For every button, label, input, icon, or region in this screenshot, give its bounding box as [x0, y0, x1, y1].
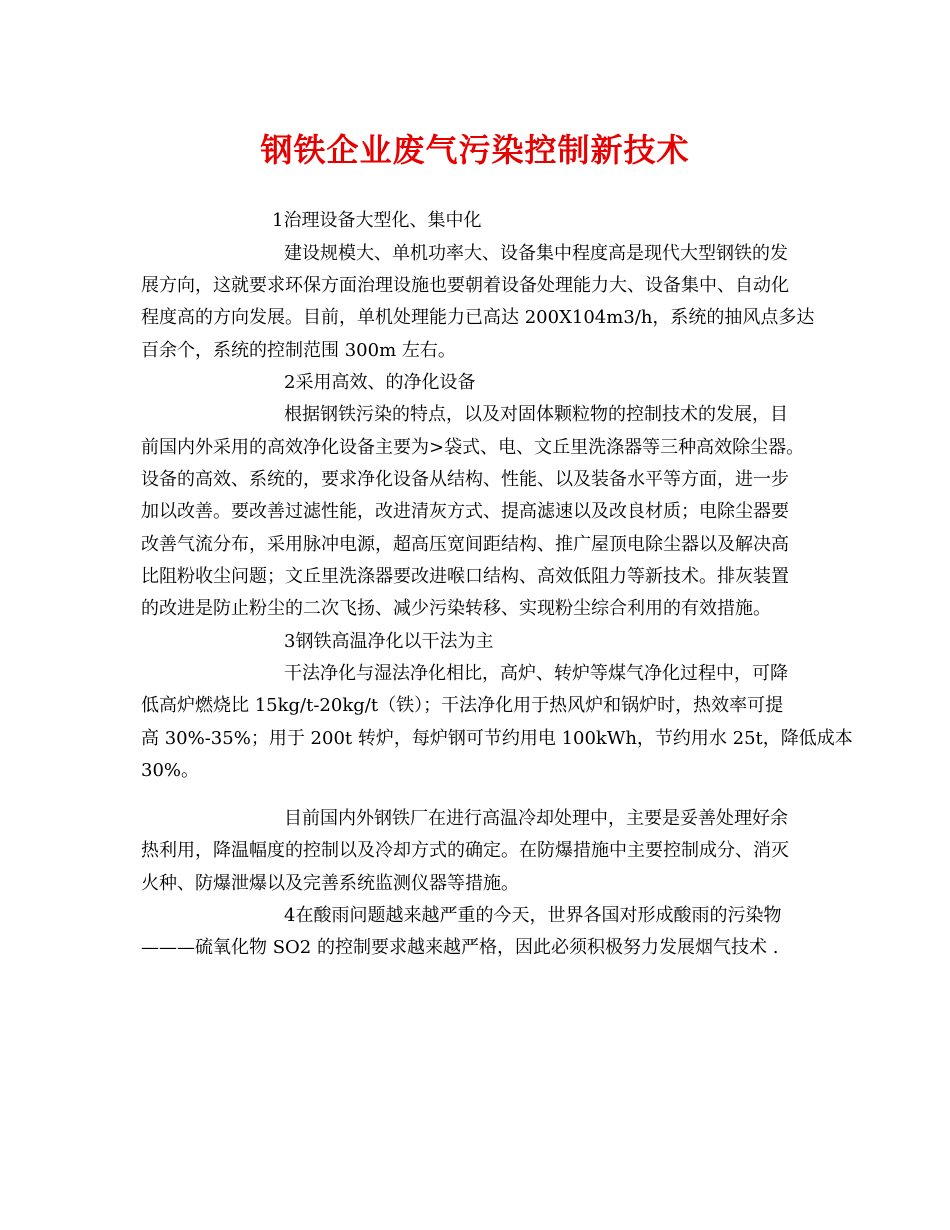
paragraph-line: 高 30%-35%；用于 200t 转炉，每炉钢可节约用电 100kWh，节约用水 25t，降低成本	[141, 728, 853, 749]
paragraph-line: 比阻粉收尘问题；文丘里洗涤器要改进喉口结构、高效低阻力等新技术。排灰装置	[141, 566, 789, 587]
paragraph-line: 设备的高效、系统的，要求净化设备从结构、性能、以及装备水平等方面，进一步	[141, 469, 789, 490]
paragraph-line: 加以改善。要改善过滤性能，改进清灰方式、提高滤速以及改良材质；电除尘器要	[141, 501, 789, 522]
heading-4: 4在酸雨问题越来越严重的今天，世界各国对形成酸雨的污染物	[284, 905, 782, 926]
heading-1: 1治理设备大型化、集中化	[272, 210, 482, 231]
paragraph-line: 展方向，这就要求环保方面治理设施也要朝着设备处理能力大、设备集中、自动化	[141, 275, 789, 296]
paragraph-line: 火种、防爆泄爆以及完善系统监测仪器等措施。	[141, 873, 519, 894]
paragraph-line: 低高炉燃烧比 15kg/t-20kg/t（铁）；干法净化用于热风炉和锅炉时，热效率可提	[141, 695, 784, 716]
paragraph-line: 百余个，系统的控制范围 300m 左右。	[141, 340, 456, 361]
paragraph-line: 干法净化与湿法净化相比，高炉、转炉等煤气净化过程中，可降	[284, 663, 788, 684]
paragraph-line: 30%。	[141, 760, 200, 781]
paragraph-line: 目前国内外钢铁厂在进行高温冷却处理中，主要是妥善处理好余	[284, 808, 788, 829]
heading-3: 3钢铁高温净化以干法为主	[284, 631, 494, 652]
paragraph-line: 前国内外采用的高效净化设备主要为>袋式、电、文丘里洗涤器等三种高效除尘器。	[141, 437, 805, 458]
paragraph-line: 热利用，降温幅度的控制以及冷却方式的确定。在防爆措施中主要控制成分、消灭	[141, 840, 789, 861]
paragraph-line: 改善气流分布，采用脉冲电源，超高压宽间距结构、推广屋顶电除尘器以及解决高	[141, 534, 789, 555]
paragraph-line: 建设规模大、单机功率大、设备集中程度高是现代大型钢铁的发	[284, 243, 788, 264]
paragraph-line: 的改进是防止粉尘的二次飞扬、减少污染转移、实现粉尘综合利用的有效措施。	[141, 598, 771, 619]
paragraph-line: ———硫氧化物 SO2 的控制要求越来越严格，因此必须积极努力发展烟气技术 .	[141, 937, 779, 958]
heading-2: 2采用高效、的净化设备	[284, 372, 476, 393]
paragraph-line: 程度高的方向发展。目前，单机处理能力已高达 200X104m3/h，系统的抽风点多达	[141, 307, 815, 328]
paragraph-line: 根据钢铁污染的特点，以及对固体颗粒物的控制技术的发展，目	[284, 404, 788, 425]
document-title: 钢铁企业废气污染控制新技术	[260, 131, 690, 169]
